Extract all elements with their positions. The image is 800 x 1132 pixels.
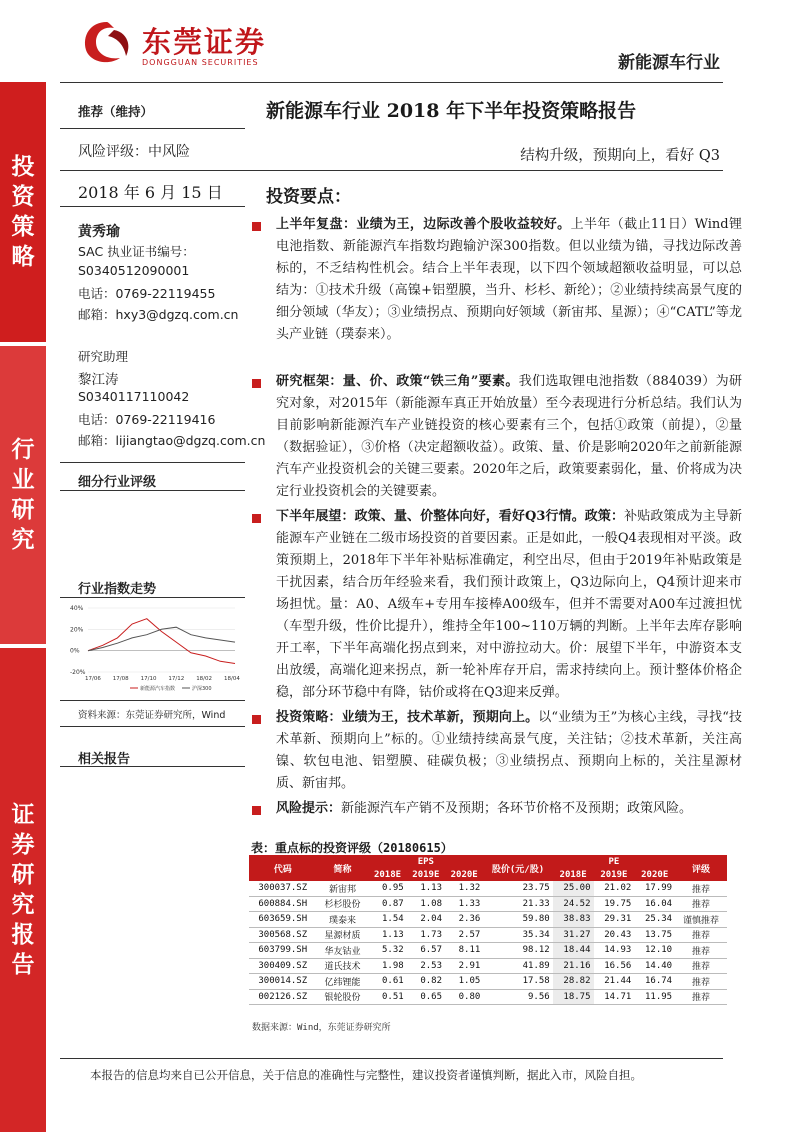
cell-pe: 31.27: [553, 927, 594, 943]
cell-pe: 25.34: [634, 912, 675, 928]
cell-rating: 推荐: [675, 943, 727, 959]
col-pe: PE: [553, 855, 675, 868]
table-row: [249, 896, 727, 912]
table-row: [249, 881, 727, 896]
cell-pe: 20.43: [594, 927, 635, 943]
point-outlook-text: 补贴政策成为主导新能源车产业链在二级市场投资的首要因素。正是如此，一般Q4表现相对平淡。政策预期上，2018年下半年补贴标准确定，利空出尽，但由于2019年补贴政策是干扰因素，结合历年经验来看，我们预计政策上，Q3边际向上，Q4预计迎来市场担忧。量：A0、A级车+专用车接棒A00级车，但并不需要对A00车过渡担忧（车型升级，性价比提升），维持全年100~110万辆的判断。上半年去库存影响开工率，下半年高端化拐点到来，对中游拉动大。价：展望下半年，中游资本支出放缓，高端化迎来拐点，新一轮补库存开启，需求持续向上。预计整体价格企稳，部分环节稳中有降，钴价或将在Q3迎来反弹。: [276, 509, 742, 700]
cell-eps: 1.32: [445, 881, 483, 896]
table-row: [249, 943, 727, 959]
cell-pe: 19.75: [594, 896, 635, 912]
cell-eps: 2.91: [445, 958, 483, 974]
bullet-icon: [252, 514, 261, 523]
cell-code: 300014.SZ: [249, 974, 317, 990]
cell-eps: 1.13: [368, 927, 406, 943]
divider: [60, 206, 245, 207]
assistant-email[interactable]: 邮箱：lijiangtao@dgzq.com.cn: [78, 433, 266, 448]
cell-eps: 2.04: [407, 912, 445, 928]
divider: [60, 766, 245, 767]
cell-eps: 1.73: [407, 927, 445, 943]
bullet-icon: [252, 222, 261, 231]
side-strip-strategy-label: 投资策略: [11, 154, 35, 270]
cell-code: 300037.SZ: [249, 881, 317, 896]
cell-code: 300568.SZ: [249, 927, 317, 943]
cell-pe: 21.16: [553, 958, 594, 974]
cell-pe: 17.99: [634, 881, 675, 896]
picks-table: [249, 855, 727, 1005]
cell-price: 21.33: [483, 896, 552, 912]
chart-source: 资料来源：东莞证券研究所，Wind: [78, 710, 226, 721]
cell-code: 603659.SH: [249, 912, 317, 928]
col-eps: EPS: [368, 855, 483, 868]
analyst-email[interactable]: 邮箱：hxy3@dgzq.com.cn: [78, 307, 239, 322]
cell-rating: 推荐: [675, 881, 727, 896]
cell-pe: 14.40: [634, 958, 675, 974]
assistant-phone: 电话：0769-22119416: [78, 412, 216, 427]
point-strategy: [276, 707, 742, 795]
company-name-cn: 东莞证券: [142, 25, 267, 59]
point-strategy-text: 以“业绩为王”为核心主线，寻找“技术革新、预期向上”标的。①业绩持续高景气度，关注钴；②技术革新，关注高镍、软包电池、铝塑膜、硅碳负极；③业绩拐点、预期向上标的，关注星源材质、新宙邦。: [276, 710, 742, 791]
assistant-cert-no: S0340117110042: [78, 389, 190, 404]
cell-eps: 0.87: [368, 896, 406, 912]
cell-eps: 0.65: [407, 989, 445, 1005]
col-price: 股价(元/股): [483, 855, 552, 881]
divider: [60, 490, 245, 491]
cell-name: 银轮股份: [317, 989, 369, 1005]
cell-pe: 16.56: [594, 958, 635, 974]
cell-eps: 2.57: [445, 927, 483, 943]
rating-label: 推荐（维持）: [78, 104, 154, 119]
cell-code: 002126.SZ: [249, 989, 317, 1005]
cell-name: 璞泰来: [317, 912, 369, 928]
cell-eps: 0.51: [368, 989, 406, 1005]
assistant-name: 黎江涛: [78, 372, 119, 388]
table-row: [249, 974, 727, 990]
cell-rating: 推荐: [675, 958, 727, 974]
cell-pe: 28.82: [553, 974, 594, 990]
cell-code: 600884.SH: [249, 896, 317, 912]
table-row: [249, 927, 727, 943]
cell-name: 华友钴业: [317, 943, 369, 959]
cell-pe: 25.00: [553, 881, 594, 896]
col-pe-year: 2020E: [634, 868, 675, 881]
report-title: 新能源车行业 2018 年下半年投资策略报告: [266, 100, 637, 122]
cell-price: 41.89: [483, 958, 552, 974]
col-eps-year: 2020E: [445, 868, 483, 881]
cell-name: 杉杉股份: [317, 896, 369, 912]
side-strip-research: [0, 648, 46, 1132]
side-strip-strategy: [0, 82, 46, 342]
cell-price: 9.56: [483, 989, 552, 1005]
table-row: [249, 912, 727, 928]
cell-eps: 2.36: [445, 912, 483, 928]
industry-tag: 新能源车行业: [618, 53, 720, 73]
cell-name: 星源材质: [317, 927, 369, 943]
x-tick-label: 17/08: [112, 676, 129, 682]
cell-name: 新宙邦: [317, 881, 369, 896]
cell-name: 亿纬锂能: [317, 974, 369, 990]
cell-pe: 16.04: [634, 896, 675, 912]
cell-eps: 1.08: [407, 896, 445, 912]
cell-rating: 推荐: [675, 974, 727, 990]
cell-eps: 1.33: [445, 896, 483, 912]
point-review-text: 上半年（截止11日）Wind锂电池指数、新能源汽车指数均跑输沪深300指数。但以业绩为锚，寻找边际改善标的，不乏结构性机会。结合上半年表现，以下四个领域超额收益明显，可以总结为：①技术升级（高镍+铝塑膜，当升、杉杉、新纶）；②业绩持续高景气度的细分领域（华友）；③业绩拐点、预期向好领域（新宙邦、星源）；④“CATL”等龙头产业链（璞泰来）。: [276, 217, 742, 342]
cell-pe: 38.83: [553, 912, 594, 928]
company-logo-icon: [78, 16, 136, 68]
x-tick-label: 17/06: [85, 676, 101, 682]
cell-pe: 13.75: [634, 927, 675, 943]
bullet-icon: [252, 715, 261, 724]
legend-label: 新能源汽车指数: [140, 686, 176, 692]
sub-rating-title: 细分行业评级: [78, 475, 157, 490]
legend-label: 沪深300: [192, 686, 212, 692]
point-risk: [276, 798, 742, 820]
cell-code: 603799.SH: [249, 943, 317, 959]
cell-eps: 8.11: [445, 943, 483, 959]
cell-eps: 1.98: [368, 958, 406, 974]
y-tick-label: 20%: [70, 626, 84, 634]
report-date: 2018 年 6 月 15 日: [78, 183, 223, 202]
divider: [60, 462, 245, 463]
series-line: [88, 619, 235, 664]
footer-disclaimer: 本报告的信息均来自已公开信息，关于信息的准确性与完整性，建议投资者谨慎判断，据此入市，风险自担。: [90, 1068, 642, 1082]
x-tick-label: 18/02: [196, 676, 213, 682]
series-line: [88, 627, 235, 651]
cell-pe: 21.02: [594, 881, 635, 896]
col-code: 代码: [249, 855, 317, 881]
cell-eps: 1.05: [445, 974, 483, 990]
cell-rating: 推荐: [675, 896, 727, 912]
table-row: [249, 958, 727, 974]
cell-eps: 0.61: [368, 974, 406, 990]
side-strip-industry: [0, 346, 46, 644]
analyst-cert-label: SAC 执业证书编号：: [78, 244, 195, 259]
divider: [60, 170, 723, 171]
point-framework-lead: 研究框架：量、价、政策“铁三角”要素。: [276, 374, 519, 389]
cell-code: 300409.SZ: [249, 958, 317, 974]
cell-name: 道氏技术: [317, 958, 369, 974]
divider: [60, 597, 245, 598]
bullet-icon: [252, 379, 261, 388]
picks-table-source: 数据来源：Wind，东莞证券研究所: [252, 1023, 391, 1033]
cell-rating: 推荐: [675, 927, 727, 943]
analyst-name: 黄秀瑜: [78, 224, 120, 240]
cell-eps: 6.57: [407, 943, 445, 959]
cell-eps: 0.95: [368, 881, 406, 896]
cell-price: 23.75: [483, 881, 552, 896]
assistant-title: 研究助理: [78, 349, 129, 364]
point-review-lead: 上半年复盘：业绩为王，边际改善个股收益较好。: [276, 217, 571, 232]
cell-price: 98.12: [483, 943, 552, 959]
x-tick-label: 18/04: [224, 676, 240, 682]
side-strip-research-label: 证券研究报告: [11, 802, 35, 978]
divider: [60, 128, 245, 129]
y-tick-label: -20%: [70, 669, 86, 676]
analyst-cert-no: S0340512090001: [78, 263, 190, 278]
company-name-en: DONGGUAN SECURITIES: [142, 58, 259, 67]
footer-divider: [60, 1058, 723, 1059]
picks-table-title: 表：重点标的投资评级（20180615）: [251, 841, 453, 855]
col-eps-year: 2019E: [407, 868, 445, 881]
report-subtitle: 结构升级，预期向上，看好 Q3: [520, 148, 720, 164]
cell-eps: 1.54: [368, 912, 406, 928]
point-outlook: [276, 506, 742, 704]
point-risk-text: 新能源汽车产销不及预期；各环节价格不及预期；政策风险。: [341, 801, 693, 816]
index-trend-chart: [70, 600, 240, 695]
col-name: 简称: [317, 855, 369, 881]
bullet-icon: [252, 806, 261, 815]
point-strategy-lead: 投资策略：业绩为王，技术革新，预期向上。: [276, 710, 539, 725]
cell-rating: 谨慎推荐: [675, 912, 727, 928]
related-reports-title: 相关报告: [78, 752, 131, 767]
point-framework: [276, 371, 742, 503]
cell-eps: 0.80: [445, 989, 483, 1005]
cell-pe: 18.44: [553, 943, 594, 959]
cell-pe: 21.44: [594, 974, 635, 990]
point-outlook-lead: 下半年展望：政策、量、价整体向好，看好Q3行情。政策：: [276, 509, 625, 524]
cell-pe: 14.93: [594, 943, 635, 959]
cell-pe: 29.31: [594, 912, 635, 928]
cell-pe: 11.95: [634, 989, 675, 1005]
table-row: [249, 989, 727, 1005]
col-rating: 评级: [675, 855, 727, 881]
analyst-phone: 电话：0769-22119455: [78, 286, 216, 301]
point-review: [276, 214, 742, 346]
point-framework-text: 我们选取锂电池指数（884039）为研究对象，对2015年（新能源车真正开始放量）至今表现进行分析总结。我们认为目前影响新能源汽车产业链投资的核心要素有三个，包括①政策（前提），②量（数据验证），③价格（决定超额收益）。政策、量、价是影响2020年之前新能源汽车产业投资机会的关键三要素。2020年之后，政策要素弱化，量、价将成为决定行业投资机会的关键要素。: [276, 374, 742, 499]
cell-eps: 1.13: [407, 881, 445, 896]
cell-price: 17.58: [483, 974, 552, 990]
side-strip-industry-label: 行业研究: [11, 437, 35, 553]
cell-pe: 18.75: [553, 989, 594, 1005]
col-eps-year: 2018E: [368, 868, 406, 881]
y-tick-label: 40%: [70, 605, 84, 612]
cell-eps: 2.53: [407, 958, 445, 974]
risk-rating: 风险评级：中风险: [78, 144, 190, 160]
cell-eps: 5.32: [368, 943, 406, 959]
header-divider: [60, 82, 723, 83]
cell-pe: 14.71: [594, 989, 635, 1005]
col-pe-year: 2019E: [594, 868, 635, 881]
section-heading: 投资要点：: [266, 187, 351, 207]
cell-eps: 0.82: [407, 974, 445, 990]
cell-rating: 推荐: [675, 989, 727, 1005]
index-trend-title: 行业指数走势: [78, 582, 157, 597]
cell-price: 59.80: [483, 912, 552, 928]
divider: [60, 700, 245, 701]
col-pe-year: 2018E: [553, 868, 594, 881]
point-risk-lead: 风险提示：: [276, 801, 342, 816]
cell-pe: 12.10: [634, 943, 675, 959]
x-tick-label: 17/12: [168, 676, 185, 682]
cell-pe: 24.52: [553, 896, 594, 912]
y-tick-label: 0%: [70, 647, 80, 655]
cell-pe: 16.74: [634, 974, 675, 990]
x-tick-label: 17/10: [140, 676, 157, 682]
divider: [60, 726, 245, 727]
cell-price: 35.34: [483, 927, 552, 943]
